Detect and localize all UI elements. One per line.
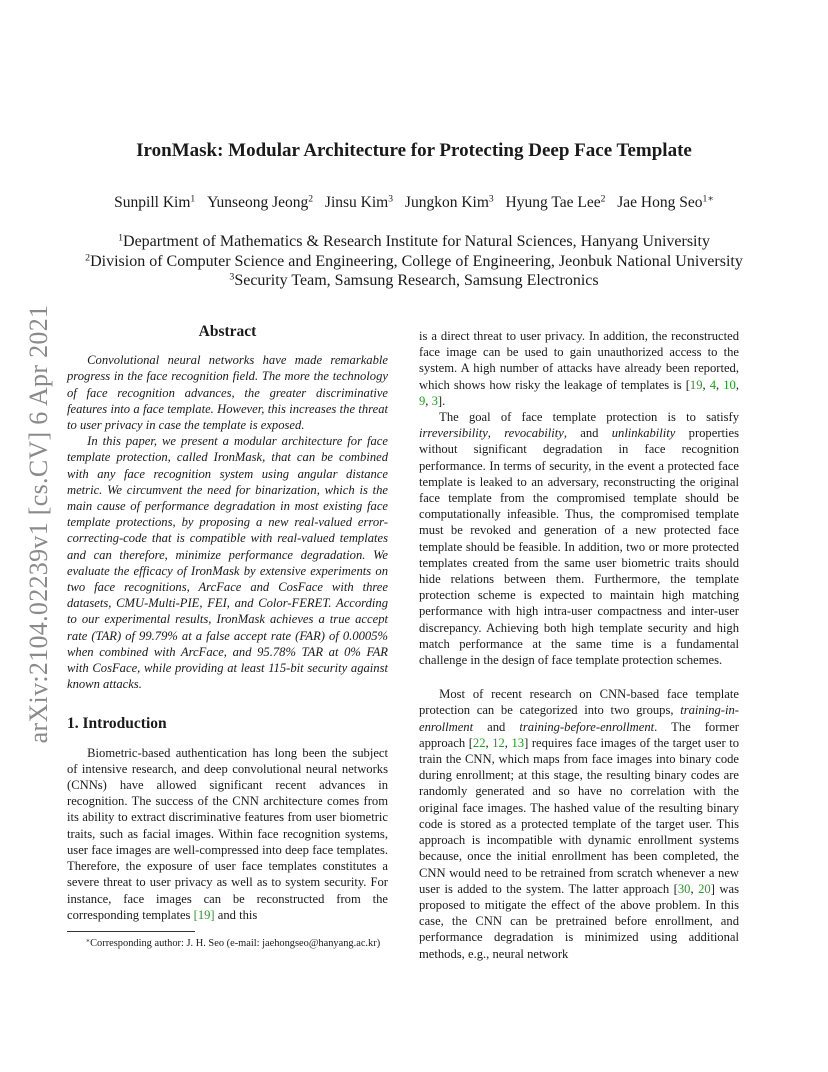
right-column (419, 328, 739, 962)
section-heading-introduction: 1. Introduction (67, 715, 167, 733)
paper-title: IronMask: Modular Architecture for Protecting Deep Face Template (136, 140, 692, 161)
citation-link[interactable]: 9 (419, 393, 426, 408)
author: Jungkon Kim$^3$ (404, 193, 494, 211)
citation-link[interactable]: 4 (709, 377, 717, 392)
footnote-rule (67, 931, 195, 932)
citation-link[interactable]: 30 (677, 881, 691, 896)
citation-link[interactable]: 20 (698, 881, 711, 896)
author-list (0, 194, 828, 212)
footnote: ∗Corresponding author: J. H. Seo (e-mail: jaehongseo@hanyang.ac.kr) (85, 937, 381, 949)
intro-paragraph: Biometric-based authentication has long been the subject of intensive research, and deep convolutional neural networks (CNNs) have allowed significant recent advances in recognition. The success of the CNN architecture comes from its ability to extract discriminative features from user biometric traits, such as facial images. Within face recognition systems, user face images are well-compressed into deep face templates. Therefore, the exposure of user face templates constitutes a severe threat to user privacy as well as to system security. For instance, face images can be reconstructed from the corresponding templates [19] and this (67, 745, 388, 922)
affiliation: $^3$Security Team, Samsung Research, Samsung Electronics (229, 271, 599, 289)
body-paragraph: The goal of face template protection is to satisfy irreversibility, revocability, and unlinkability properties without significant degradation in face recognition performance. In terms of security, in the event a protected face template is leaked to an adversary, reconstructing the original face template from the compromised template should be computationally infeasible. Thus, the compromised template must be revoked and generation of a new protected face template should be feasible. In addition, two or more protected templates created from the same user biometric traits should hide relations between them. Furthermore, the template protection scheme is expected to maintain high matching performance with high intra-user compactness and inter-user discrepancy. Achieving both high template security and high match performance at the same time is a fundamental challenge in the design of face template protection schemes. (419, 410, 739, 668)
citation-link[interactable]: 19 (689, 377, 703, 392)
arxiv-identifier-text: arXiv:2104.02239v1 [cs.CV] 6 Apr 2021 (24, 304, 53, 744)
left-column (67, 324, 388, 950)
affiliation-list (0, 232, 828, 291)
author: Yunseong Jeong$^2$ (207, 193, 314, 211)
arxiv-identifier (18, 294, 60, 754)
citation-link[interactable]: 3 (431, 393, 438, 408)
citation-link[interactable]: 13 (511, 735, 525, 750)
affiliation: $^2$Division of Computer Science and Engineering, College of Engineering, Jeonbuk National University (85, 252, 743, 270)
body-paragraph: is a direct threat to user privacy. In addition, the reconstructed face image can be used to gain unauthorized access to the system. A high number of attacks have already been reported, which shows how risky the leakage of templates is [19, 4, 10, 9, 3]. (419, 329, 739, 408)
abstract-paragraph: Convolutional neural networks have made remarkable progress in the face recognition field. The more the technology of face recognition advances, the greater discriminative features into a face template. However, this increases the threat to user privacy in case the template is exposed. (67, 353, 388, 433)
citation-link[interactable]: 12 (492, 735, 505, 750)
abstract (67, 324, 388, 692)
citation-link[interactable]: 10 (723, 377, 736, 392)
citation-link[interactable]: 22 (472, 735, 486, 750)
abstract-paragraph: In this paper, we present a modular architecture for face template protection, called IronMask, that can be combined with any face recognition system using angular distance metric. We circumvent the need for binarization, which is the main cause of performance degradation in most existing face template protections, by proposing a new real-valued error-correcting-code that is compatible with real-valued templates and can therefore, minimize performance degradation. We evaluate the efficacy of IronMask by extensive experiments on two face recognitions, ArcFace and CosFace with three datasets, CMU-Multi-PIE, FEI, and Color-FERET. According to our experimental results, IronMask achieves a true accept rate (TAR) of 99.79% at a false accept rate (FAR) of 0.0005% when combined with ArcFace, and 95.78% TAR at 0% FAR with CosFace, while providing at least 115-bit security against known attacks. (67, 434, 388, 692)
author: Hyung Tae Lee$^2$ (505, 193, 606, 211)
affiliation: $^1$Department of Mathematics & Research Institute for Natural Sciences, Hanyang University (118, 232, 710, 250)
abstract-heading: Abstract (198, 323, 257, 340)
citation-link[interactable]: [19] (193, 907, 215, 922)
author: Jae Hong Seo$^{1∗}$ (617, 193, 714, 211)
author: Sunpill Kim$^1$ (114, 193, 196, 211)
body-paragraph: Most of recent research on CNN-based face template protection can be categorized into two groups, training-in-enrollment and training-before-enrollment. The former approach [22, 12, 13] requires face images of the target user to train the CNN, which maps from face images into binary code during enrollment; at this stage, the resulting binary codes are randomly generated and so have no correlation with the original face images. The hashed value of the resulting binary code is stored as a protected template of the target user. This approach is incompatible with dynamic enrollment systems because, once the initial enrollment has been completed, the CNN would need to be retrained from scratch whenever a new user is added to the system. The latter approach [30, 20] was proposed to mitigate the effect of the above problem. In this case, the CNN can be pretrained before enrollment, and performance degradation is minimized using additional methods, e.g., neural network (419, 687, 740, 961)
author: Jinsu Kim$^3$ (324, 193, 394, 211)
